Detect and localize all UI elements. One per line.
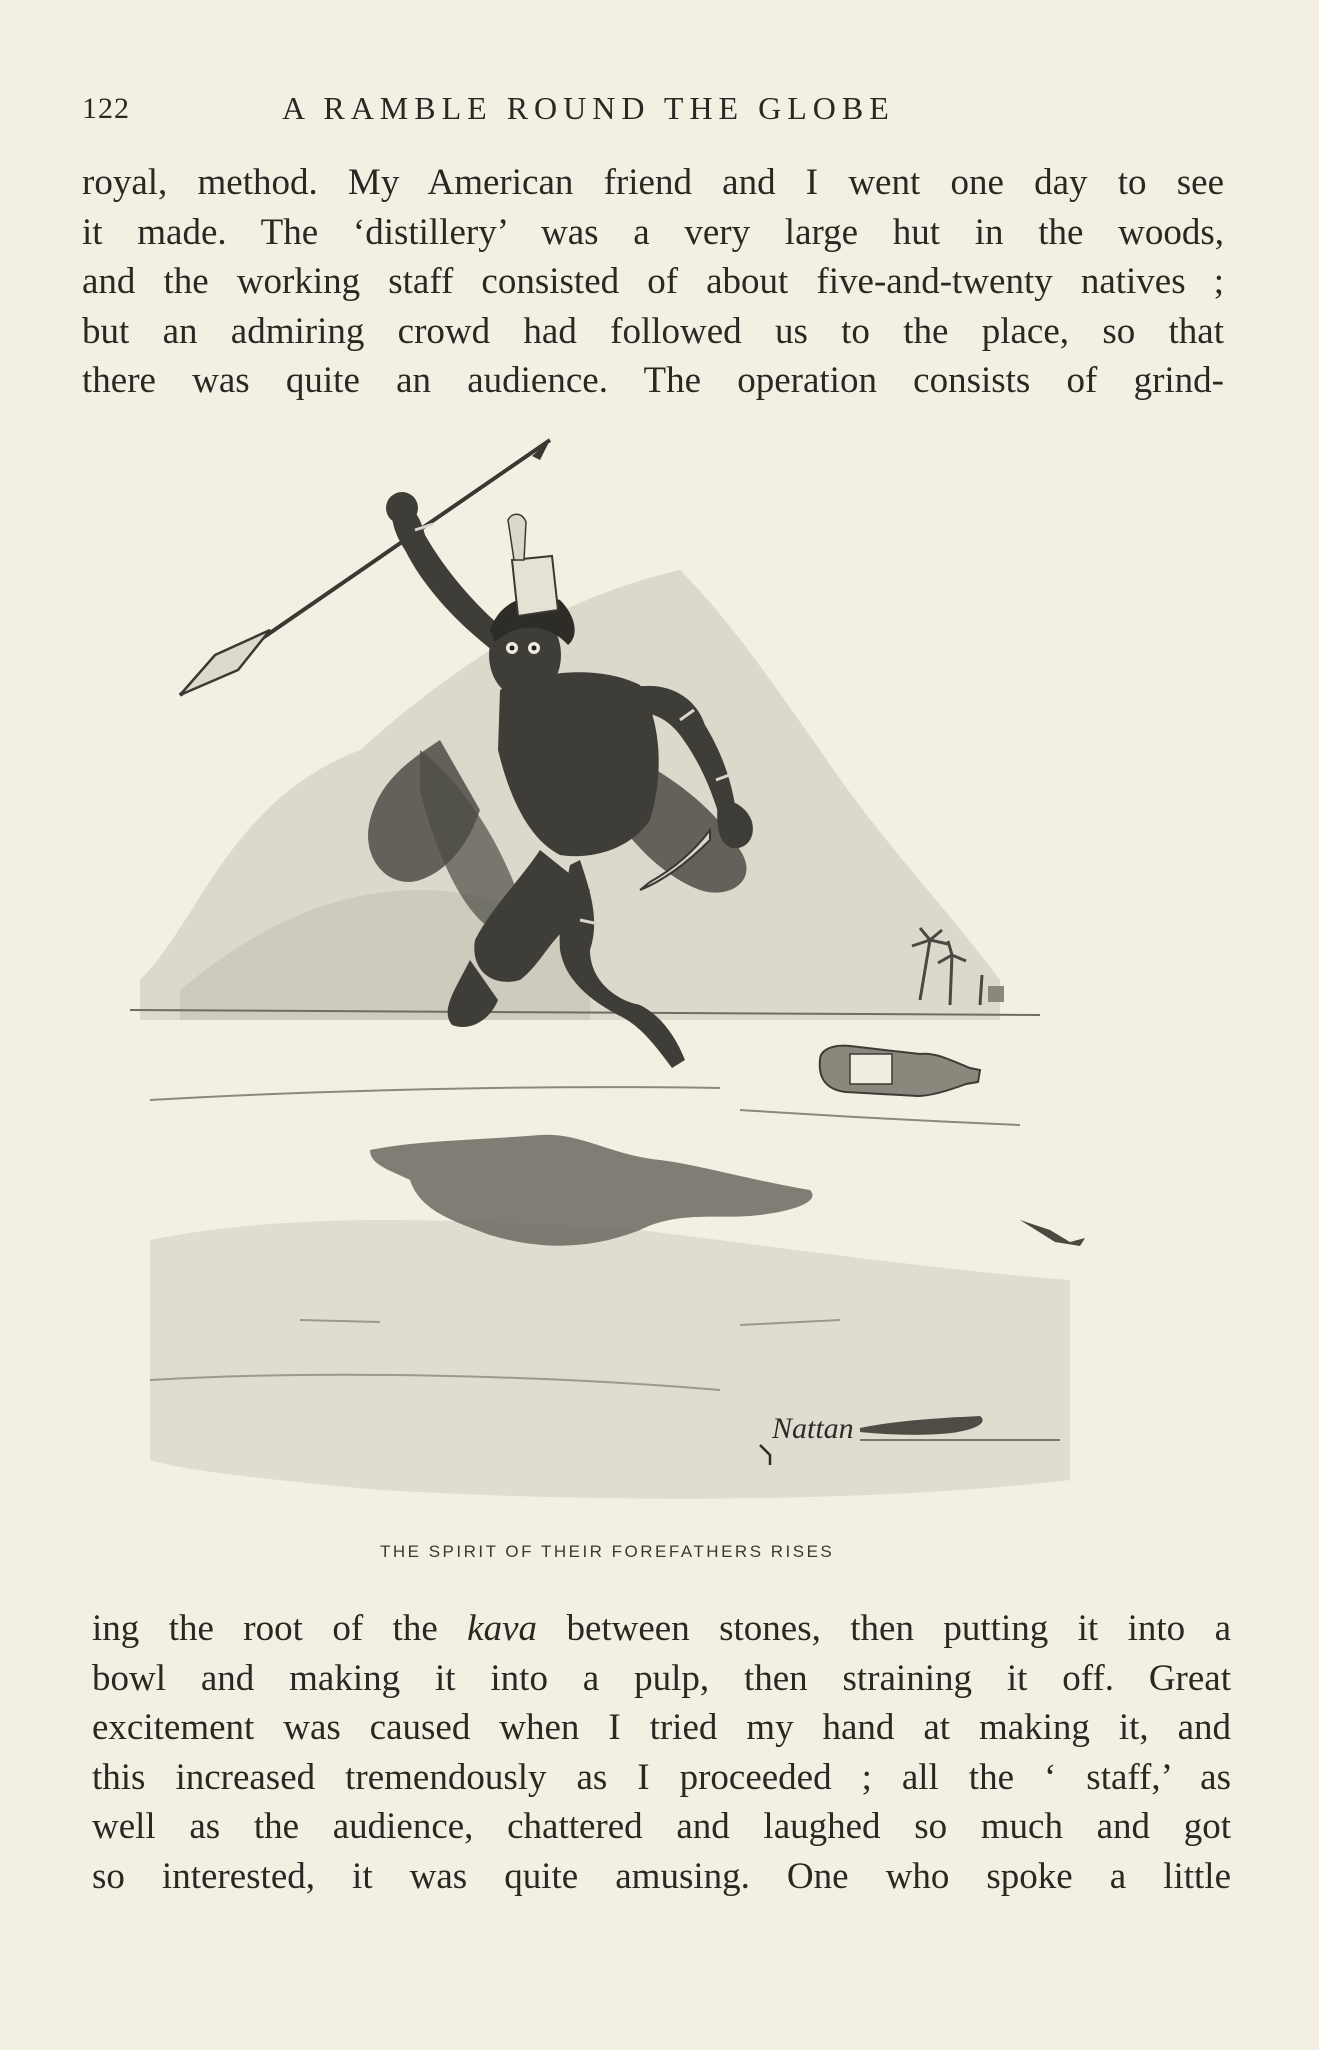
running-title: A RAMBLE ROUND THE GLOBE [282,90,895,126]
illustration-dancing-figure [120,420,1130,1520]
text-line: so interested, it was quite amusing. One who spoke a little [92,1855,1231,1897]
text-line: it made. The ‘distillery’ was a very large hut in the woods, [82,211,1224,253]
figure-caption: THE SPIRIT OF THEIR FOREFATHERS RISES [380,1542,835,1561]
text-line: this increased tremendously as I proceeded ; all the ‘ staff,’ as [92,1756,1231,1798]
bottle [820,1046,980,1096]
text-fragment: ing the root of the [92,1608,468,1649]
italic-word: kava [467,1608,538,1649]
text-line: but an admiring crowd had followed us to the place, so that [82,310,1224,352]
text-line: and the working staff consisted of about five-and-twenty natives ; [82,261,1224,302]
paragraph-bottom [92,1604,1231,1901]
text-line [92,1604,1231,1654]
text-line: well as the audience, chattered and laughed so much and got [92,1806,1231,1847]
page-header [82,86,1032,146]
page-number: 122 [82,92,130,125]
text-line: royal, method. My American friend and I went one day to see [82,162,1224,203]
text-line: excitement was caused when I tried my hand at making it, and [92,1707,1231,1748]
text-line: bowl and making it into a pulp, then straining it off. Great [92,1657,1231,1699]
paragraph-top [82,158,1224,406]
text-line: there was quite an audience. The operation consists of grind- [82,360,1224,401]
ground-wash [150,1220,1070,1499]
signature-text: Nattan [772,1412,854,1445]
text-fragment: between stones, then putting it into a [537,1608,1232,1649]
